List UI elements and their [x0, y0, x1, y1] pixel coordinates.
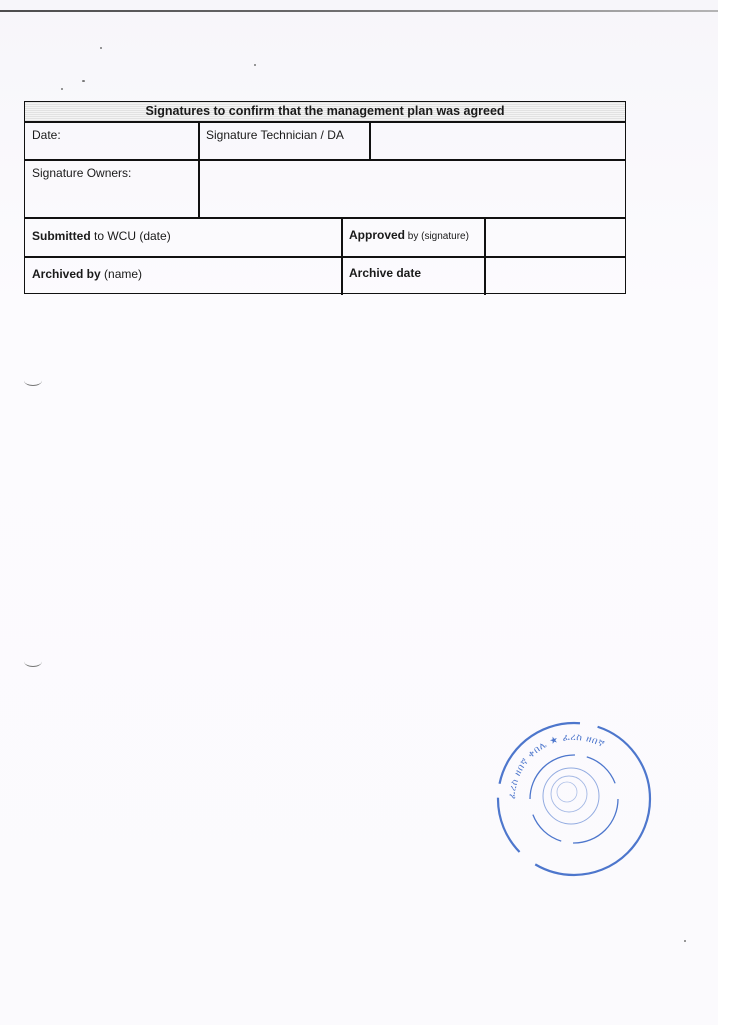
- approved-label-rest: by (signature): [405, 231, 469, 242]
- archive-date-field[interactable]: [486, 258, 626, 294]
- stamp-text: ፈረስ ዘበኛ ቀበሌ ★ ፈረስ ዘበኛ: [506, 731, 607, 800]
- signature-technician-label: Signature Technician / DA: [206, 128, 344, 142]
- scan-speck: [82, 80, 85, 82]
- signature-owners-label: Signature Owners:: [32, 166, 132, 180]
- submitted-label-rest: to WCU (date): [90, 229, 171, 243]
- submitted-label-bold: Submitted: [32, 229, 91, 243]
- page-right-edge: [718, 0, 744, 1025]
- scan-speck: [684, 940, 686, 942]
- owners-signature-field[interactable]: [200, 161, 624, 217]
- punch-hole-mark: [24, 375, 42, 386]
- technician-signature-field[interactable]: [371, 123, 625, 159]
- archived-by-label-bold: Archived by: [32, 267, 101, 281]
- archived-by-label-rest: (name): [100, 267, 143, 281]
- official-seal-icon: [493, 718, 655, 880]
- approved-signature-field[interactable]: [486, 219, 626, 255]
- svg-text:ፈረስ ዘበኛ ቀበሌ ★ ፈረስ ዘበኛ: [507, 732, 607, 799]
- submitted-label: [25, 224, 341, 248]
- archived-by-label: [25, 262, 341, 286]
- approved-label-bold: Approved: [349, 228, 406, 242]
- date-label: Date:: [32, 128, 61, 142]
- scan-speck: [254, 64, 256, 66]
- scan-speck: [100, 47, 102, 49]
- scan-speck: [61, 88, 63, 90]
- punch-hole-mark: [24, 656, 42, 667]
- page-top-edge: [0, 10, 744, 12]
- approved-label: [342, 223, 484, 249]
- table-title: Signatures to confirm that the management plan was agreed: [25, 102, 625, 121]
- archive-date-label: Archive date: [349, 266, 422, 280]
- signature-table: [24, 101, 626, 294]
- stamp-graphic: [493, 718, 655, 880]
